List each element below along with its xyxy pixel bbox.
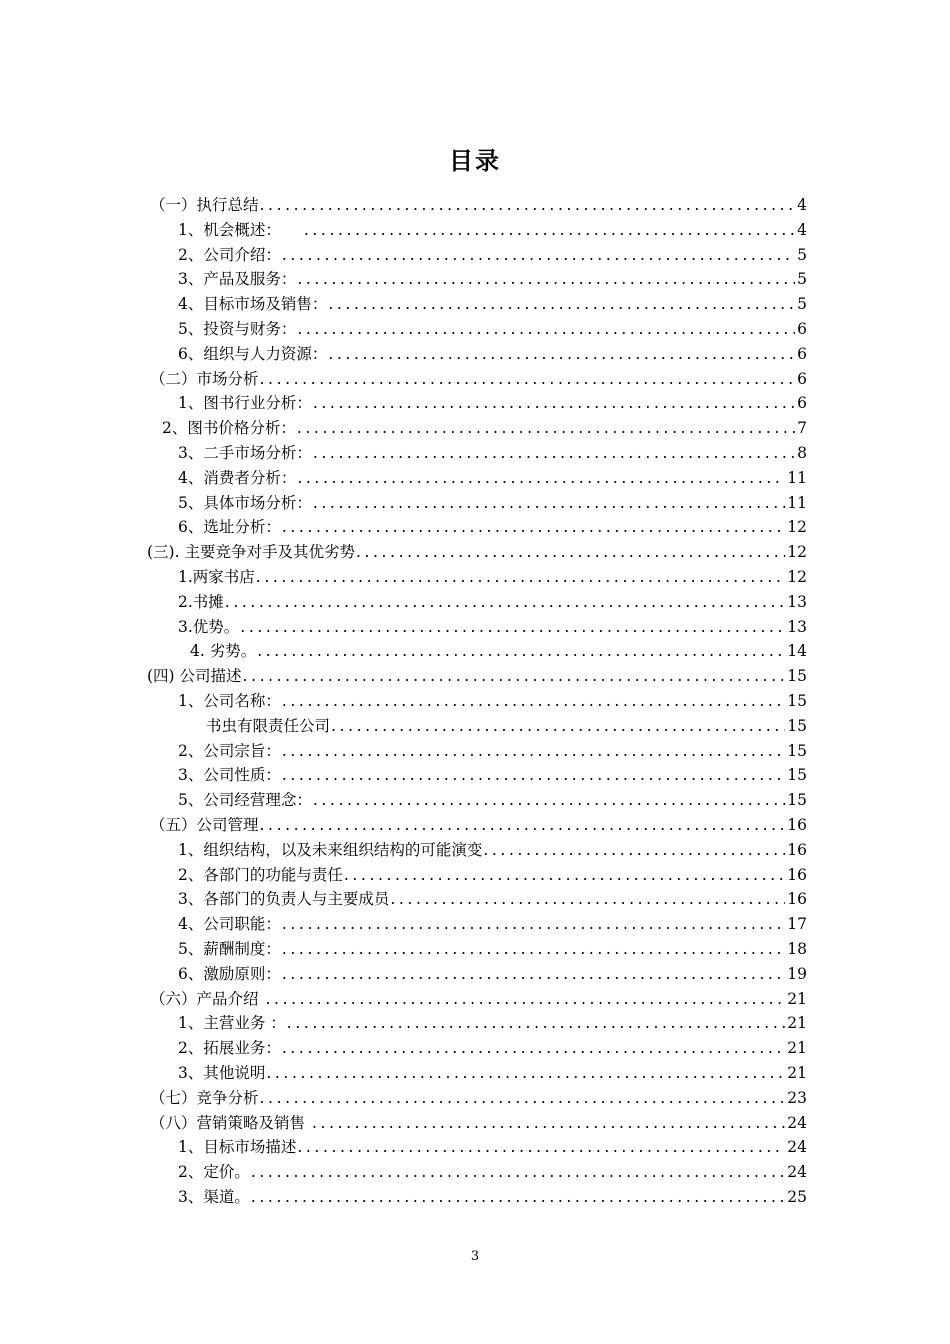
- toc-entry[interactable]: [178, 838, 807, 863]
- toc-entry-label: 2、公司介绍：: [178, 245, 281, 264]
- toc-entry-page: 17: [787, 915, 807, 934]
- toc-entry[interactable]: [178, 1011, 807, 1036]
- toc-entry[interactable]: [150, 987, 807, 1012]
- toc-entry-label: 1、组织结构，以及未来组织结构的可能演变: [178, 840, 483, 859]
- toc-entry[interactable]: [178, 292, 807, 317]
- toc-entry-page: 6: [797, 369, 807, 388]
- toc-dot-leader: [328, 292, 795, 317]
- toc-dot-leader: [251, 1185, 785, 1210]
- toc-entry[interactable]: [178, 565, 807, 590]
- toc-entry-page: 6: [797, 394, 807, 413]
- toc-entry-page: 13: [787, 592, 807, 611]
- toc-entry-page: 24: [787, 1138, 807, 1157]
- toc-entry-label: （七）竞争分析: [150, 1088, 259, 1107]
- toc-entry-page: 6: [797, 320, 807, 338]
- toc-entry-page: 16: [787, 865, 807, 884]
- toc-entry-page: 13: [787, 617, 807, 636]
- page-number: 3: [470, 1249, 480, 1264]
- toc-dot-leader: [257, 639, 785, 664]
- toc-entry-label: 3、产品及服务：: [178, 270, 297, 289]
- toc-entry[interactable]: [206, 714, 807, 739]
- toc-entry[interactable]: [150, 813, 807, 838]
- toc-entry-page: 5: [797, 270, 807, 289]
- toc-entry[interactable]: [178, 590, 807, 615]
- toc-dot-leader: [297, 1135, 785, 1160]
- toc-entry-page: 15: [787, 766, 807, 785]
- toc-entry-page: 5: [797, 295, 807, 314]
- toc-entry[interactable]: [178, 912, 807, 937]
- toc-entry-page: 14: [787, 642, 807, 661]
- toc-entry[interactable]: [178, 863, 807, 888]
- toc-entry[interactable]: [178, 1185, 807, 1210]
- toc-entry-label: 6、激励原则：: [178, 964, 281, 983]
- toc-dot-leader: [287, 1011, 785, 1036]
- toc-entry[interactable]: [150, 1111, 807, 1136]
- toc-entry-label: 6、选址分析：: [178, 518, 281, 537]
- toc-entry-page: 12: [787, 518, 807, 537]
- toc-entry[interactable]: [178, 491, 807, 516]
- toc-dot-leader: [313, 391, 795, 416]
- toc-entry-label: 1.两家书店: [178, 568, 255, 586]
- toc-entry-label: 5、公司经营理念：: [178, 791, 312, 810]
- toc-entry-label: (四) 公司描述: [147, 667, 242, 686]
- page-title: 目录: [449, 147, 501, 175]
- toc-entry[interactable]: [150, 367, 807, 392]
- toc-entry-page: 6: [797, 344, 807, 363]
- toc-dot-leader: [266, 987, 786, 1012]
- toc-entry-label: 1、目标市场描述: [178, 1138, 297, 1157]
- toc-entry[interactable]: [178, 1036, 807, 1061]
- toc-entry-label: 1、主营业务 ：: [178, 1014, 286, 1033]
- toc-dot-leader: [313, 788, 785, 813]
- toc-entry[interactable]: [178, 1061, 807, 1086]
- toc-entry[interactable]: [178, 466, 807, 491]
- toc-dot-leader: [313, 441, 795, 466]
- toc-entry-page: 5: [797, 245, 807, 264]
- toc-entry-label: （六）产品介绍: [150, 989, 259, 1008]
- toc-entry-label: 2、图书价格分析：: [162, 419, 296, 438]
- toc-dot-leader: [313, 491, 785, 516]
- toc-entry-label: 2、拓展业务：: [178, 1039, 281, 1058]
- toc-entry-label: 3、渠道。: [178, 1188, 250, 1206]
- toc-dot-leader: [282, 1036, 785, 1061]
- toc-dot-leader: [282, 962, 785, 987]
- toc-entry-page: 4: [797, 196, 807, 214]
- toc-entry-label: 1、图书行业分析：: [178, 394, 312, 413]
- toc-dot-leader: [297, 267, 795, 292]
- toc-entry-label: 2、定价。: [178, 1163, 250, 1182]
- toc-dot-leader: [297, 466, 785, 491]
- toc-entry[interactable]: [178, 689, 807, 714]
- toc-entry-label: 5、薪酬制度：: [178, 940, 281, 958]
- toc-entry-label: 1、机会概述：: [178, 220, 281, 239]
- toc-entry-label: （一）执行总结: [150, 196, 259, 214]
- toc-entry-page: 21: [787, 1039, 807, 1058]
- toc-entry[interactable]: [178, 1135, 807, 1160]
- toc-entry-page: 24: [787, 1113, 807, 1132]
- toc-entry-label: 3.优势。: [178, 617, 240, 636]
- toc-entry[interactable]: [178, 243, 807, 268]
- toc-entry[interactable]: [147, 540, 807, 565]
- toc-entry[interactable]: [150, 193, 807, 218]
- toc-entry-label: （二）市场分析: [150, 369, 259, 388]
- toc-entry[interactable]: [162, 416, 807, 441]
- toc-dot-leader: [390, 887, 785, 912]
- toc-dot-leader: [282, 515, 785, 540]
- toc-dot-leader: [282, 243, 795, 268]
- toc-entry-page: 15: [787, 692, 807, 710]
- toc-entry-page: 15: [787, 716, 807, 735]
- toc-dot-leader: [240, 615, 785, 640]
- toc-entry-page: 8: [797, 444, 807, 462]
- toc-entry[interactable]: [178, 763, 807, 788]
- toc-entry-page: 23: [787, 1088, 807, 1107]
- toc-entry[interactable]: [178, 788, 807, 813]
- toc-entry[interactable]: [178, 937, 807, 962]
- toc-entry-label: 5、投资与财务：: [178, 320, 297, 338]
- toc-dot-leader: [297, 317, 795, 342]
- toc-entry[interactable]: [178, 317, 807, 342]
- toc-entry-page: 25: [787, 1188, 807, 1206]
- toc-entry-label: 3、公司性质：: [178, 766, 281, 785]
- toc-dot-leader: [256, 565, 785, 590]
- toc-dot-leader: [260, 367, 796, 392]
- toc-entry-label: 3、各部门的负责人与主要成员: [178, 890, 390, 909]
- toc-entry-page: 16: [787, 840, 807, 859]
- toc-entry[interactable]: [178, 267, 807, 292]
- toc-dot-leader: [282, 937, 785, 962]
- toc-entry-label: 6、组织与人力资源：: [178, 344, 328, 363]
- toc-entry[interactable]: [147, 664, 807, 689]
- toc-dot-leader: [328, 342, 795, 367]
- toc-entry-label: 4. 劣势。: [190, 642, 257, 661]
- toc-dot-leader: [266, 1061, 785, 1086]
- toc-entry[interactable]: [178, 962, 807, 987]
- toc-dot-leader: [483, 838, 785, 863]
- toc-entry[interactable]: [150, 1086, 807, 1111]
- toc-entry-page: 11: [787, 493, 807, 512]
- toc-dot-leader: [312, 1111, 785, 1136]
- toc-entry-label: 3、其他说明: [178, 1064, 266, 1082]
- toc-entry-label: 2.书摊: [178, 592, 224, 611]
- toc-entry-page: 12: [787, 568, 807, 586]
- toc-entry-page: 24: [787, 1163, 807, 1182]
- toc-entry-label: 4、公司职能：: [178, 915, 281, 934]
- toc-dot-leader: [260, 193, 796, 218]
- toc-entry-label: (三). 主要竞争对手及其优劣势: [147, 543, 355, 562]
- toc-entry-label: （五）公司管理: [150, 816, 259, 834]
- toc-dot-leader: [282, 689, 785, 714]
- toc-entry-page: 19: [787, 964, 807, 983]
- toc-entry-page: 15: [787, 667, 807, 686]
- toc-dot-leader: [282, 763, 785, 788]
- toc-entry-label: 4、目标市场及销售：: [178, 295, 328, 314]
- toc-dot-leader: [304, 218, 795, 243]
- toc-dot-leader: [297, 416, 795, 441]
- toc-entry[interactable]: [178, 342, 807, 367]
- toc-entry-page: 21: [787, 989, 807, 1008]
- toc-entry-label: 2、各部门的功能与责任: [178, 865, 343, 884]
- toc-entry[interactable]: [178, 515, 807, 540]
- toc-entry-page: 21: [787, 1014, 807, 1033]
- toc-entry[interactable]: [178, 887, 807, 912]
- toc-entry-page: 15: [787, 791, 807, 810]
- toc-entry-page: 15: [787, 741, 807, 760]
- toc-dot-leader: [225, 590, 785, 615]
- toc-entry[interactable]: [178, 615, 807, 640]
- toc-entry-page: 21: [787, 1064, 807, 1082]
- toc-entry-label: （八）营销策略及销售: [150, 1113, 306, 1132]
- toc-dot-leader: [282, 912, 785, 937]
- toc-entry-page: 12: [787, 543, 807, 562]
- toc-entry-label: 1、公司名称：: [178, 692, 281, 710]
- toc-entry[interactable]: [178, 441, 807, 466]
- toc-entry-label: 5、具体市场分析：: [178, 493, 312, 512]
- toc-entry-label: 3、二手市场分析：: [178, 444, 312, 462]
- toc-entry[interactable]: [178, 1160, 807, 1185]
- toc-entry-page: 7: [797, 419, 807, 438]
- toc-dot-leader: [356, 540, 785, 565]
- toc-entry-page: 16: [787, 890, 807, 909]
- toc-entry-label: 书虫有限责任公司: [206, 716, 331, 735]
- toc-dot-leader: [251, 1160, 785, 1185]
- toc-entry-label: 2、公司宗旨：: [178, 741, 281, 760]
- toc-dot-leader: [344, 863, 785, 888]
- toc-dot-leader: [282, 739, 785, 764]
- toc-entry[interactable]: [178, 391, 807, 416]
- toc-entry-page: 18: [787, 940, 807, 958]
- toc-dot-leader: [260, 1086, 786, 1111]
- toc-entry[interactable]: [178, 739, 807, 764]
- toc-entry-page: 11: [787, 468, 807, 487]
- toc-dot-leader: [243, 664, 786, 689]
- toc-entry-page: 4: [797, 220, 807, 239]
- toc-entry-label: 4、消费者分析：: [178, 468, 297, 487]
- toc-dot-leader: [331, 714, 785, 739]
- toc-entry-page: 16: [787, 816, 807, 834]
- toc-entry[interactable]: [178, 218, 807, 243]
- toc-entry[interactable]: [190, 639, 807, 664]
- toc-dot-leader: [260, 813, 786, 838]
